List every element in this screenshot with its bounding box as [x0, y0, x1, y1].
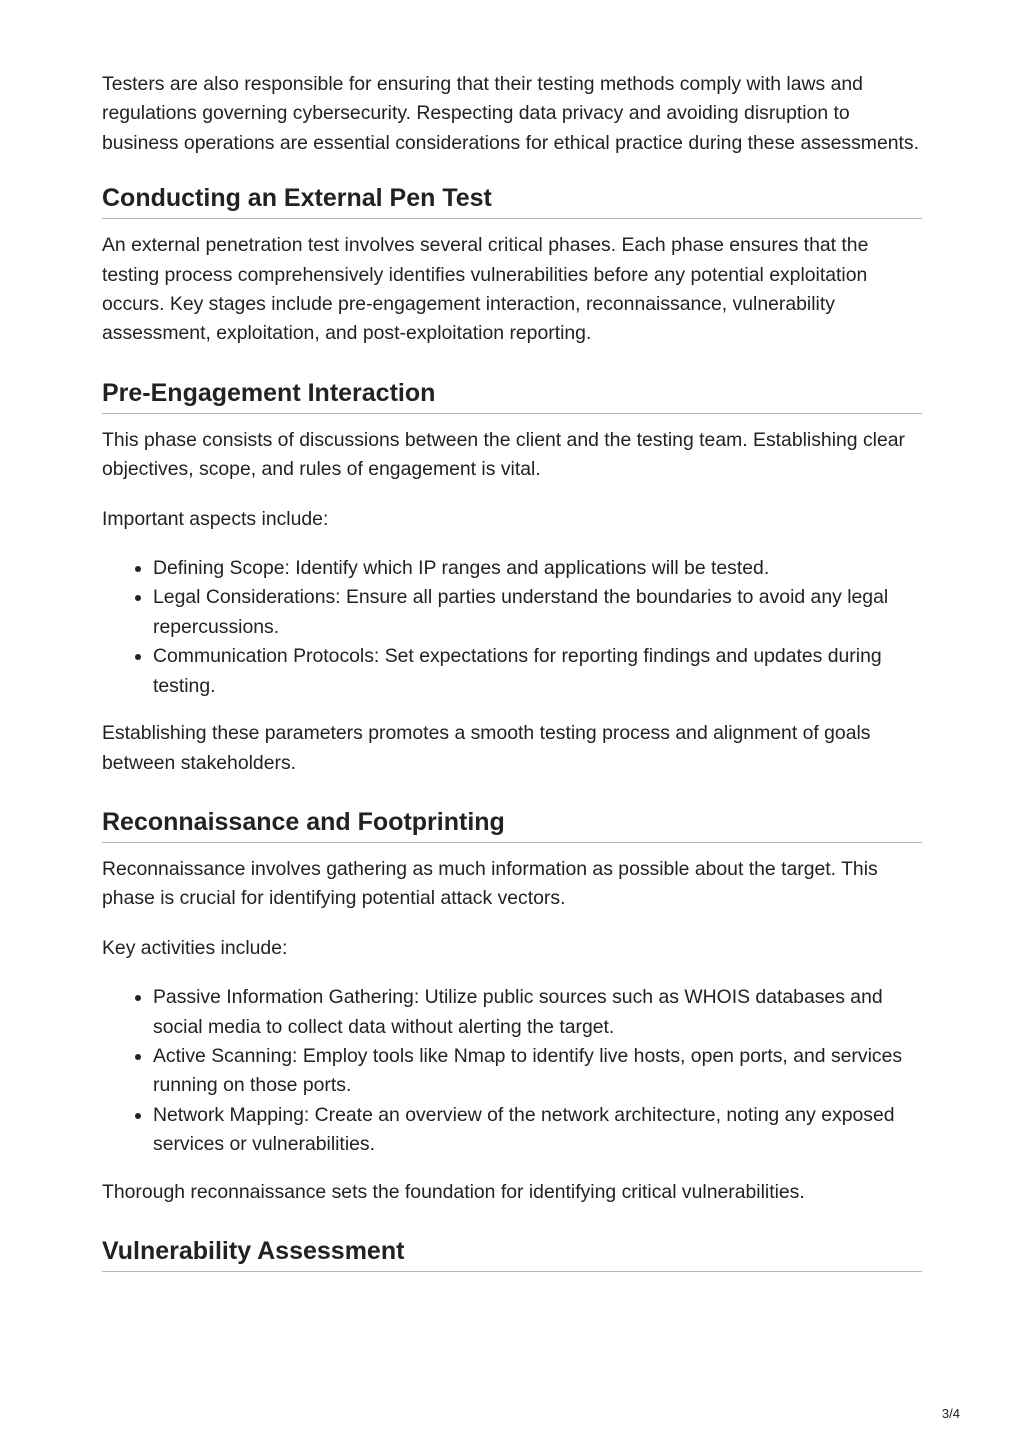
closing-paragraph-pre-engagement: Establishing these parameters promotes a smooth testing process and alignment of goals between stakeholders.	[102, 722, 871, 774]
section-paragraph-pre-engagement: This phase consists of discussions between the client and the testing team. Establishing clear objectives, scope, and rules of engagement is vital.	[102, 428, 905, 481]
list-item: • Communication Protocols: Set expectations for reporting findings and updates during testing.	[153, 642, 922, 701]
bullet-list-reconnaissance	[102, 983, 922, 1159]
bullet-list-pre-engagement	[102, 554, 922, 701]
list-item: • Network Mapping: Create an overview of the network architecture, noting any exposed services or vulnerabilities.	[153, 1101, 922, 1160]
section-heading-external-pen-test: Conducting an External Pen Test	[102, 182, 922, 219]
list-intro-reconnaissance: Key activities include:	[102, 936, 288, 959]
section-heading-vulnerability-assessment: Vulnerability Assessment	[102, 1235, 922, 1272]
section-paragraph-reconnaissance: Reconnaissance involves gathering as much information as possible about the target. This phase is crucial for identifying potential attack vectors.	[102, 857, 878, 910]
closing-paragraph-reconnaissance: Thorough reconnaissance sets the foundation for identifying critical vulnerabilities.	[102, 1180, 805, 1203]
intro-paragraph: Testers are also responsible for ensuring that their testing methods comply with laws and regulations governing cybersecurity. Respecting data privacy and avoiding disruption to business operations are essential considerations for ethical practice during these assessments.	[102, 73, 920, 154]
document-body	[102, 70, 922, 1284]
section-heading-pre-engagement: Pre-Engagement Interaction	[102, 377, 922, 414]
section-paragraph-external-pen-test: An external penetration test involves several critical phases. Each phase ensures that the testing process comprehensively identifies vulnerabilities before any potential exploitation occurs. Key stages include pre-engagement interaction, reconnaissance, vulnerability assessment, exploitation, and post-exploitation reporting.	[102, 234, 869, 345]
list-item: • Legal Considerations: Ensure all parties understand the boundaries to avoid any legal repercussions.	[153, 583, 922, 642]
list-item: • Defining Scope: Identify which IP ranges and applications will be tested.	[153, 554, 922, 583]
list-item: • Active Scanning: Employ tools like Nmap to identify live hosts, open ports, and services running on those ports.	[153, 1042, 922, 1101]
page-number: 3/4	[941, 1406, 960, 1421]
list-intro-pre-engagement: Important aspects include:	[102, 507, 329, 530]
list-item: • Passive Information Gathering: Utilize public sources such as WHOIS databases and social media to collect data without alerting the target.	[153, 983, 922, 1042]
section-heading-reconnaissance: Reconnaissance and Footprinting	[102, 806, 922, 843]
